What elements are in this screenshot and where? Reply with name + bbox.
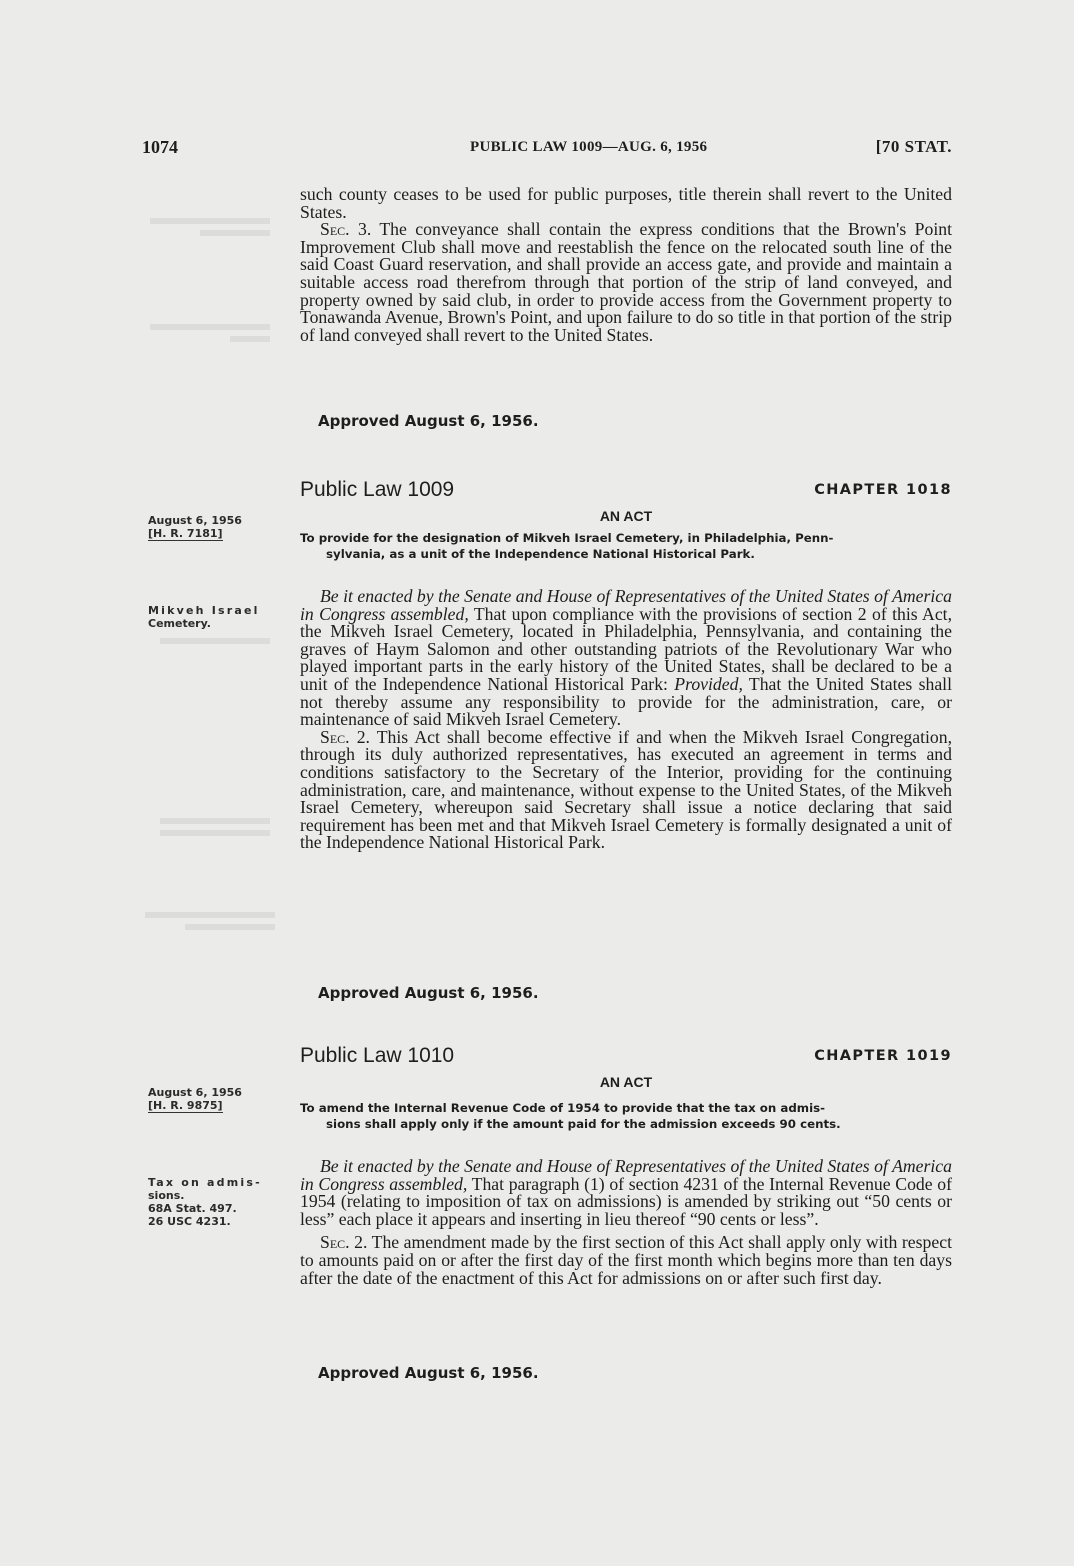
bleed-through-mark — [140, 632, 280, 672]
margin-topic-line: Tax on admis- — [148, 1176, 262, 1189]
margin-citation — [148, 514, 284, 541]
continued-section — [300, 186, 952, 344]
margin-citation — [148, 1086, 284, 1113]
enacting-clause: Be it enacted by the Senate and House of Representatives of the United States of America in Congress assembled, — [300, 1156, 952, 1194]
margin-topic — [148, 604, 284, 630]
chapter-label: CHAPTER 1019 — [814, 1048, 952, 1064]
act-title-line: sions shall apply only if the amount paid for the admission exceeds 90 cents. — [326, 1117, 841, 1131]
an-act-heading: AN ACT — [599, 508, 653, 524]
margin-date: August 6, 1956 — [148, 1086, 242, 1099]
continued-paragraph: such county ceases to be used for public purposes, title therein shall revert to the United States. — [300, 184, 952, 222]
approval-line: Approved August 6, 1956. — [318, 984, 539, 1002]
section-1 — [300, 1158, 952, 1228]
act-title-line: sylvania, as a unit of the Independence National Historical Park. — [326, 547, 755, 561]
margin-bill: [H. R. 9875] — [148, 1099, 223, 1112]
page-number: 1074 — [142, 137, 178, 157]
margin-topic-line: Cemetery. — [148, 617, 211, 630]
margin-topic-line: sions. — [148, 1189, 185, 1202]
act-title — [300, 530, 952, 562]
section-text: The amendment made by the first section of this Act shall apply only with respect to amounts paid on or after the first day of the first month which begins more than ten days after the date of the enactment of this Act for admissions on or after such first day. — [300, 1232, 952, 1288]
bleed-through-mark — [140, 906, 280, 946]
law-1010-body — [300, 1158, 952, 1287]
section-text: This Act shall become effective if and when the Mikveh Israel Congregation, through its duly authorized representatives, has executed an agreement in terms and conditions satisfactory to the Secretary of the Interior, providing for the continuing administration, care, and maintenance, without expense to the United States, of the Mikveh Israel Cemetery, whereupon said Secretary shall issue a notice declaring that said requirement has been met and that Mikveh Israel Cemetery is formally designated a unit of the Independence National Historical Park. — [300, 726, 953, 853]
bleed-through-mark — [140, 812, 280, 852]
bleed-through-mark — [140, 212, 280, 252]
section-text: The conveyance shall contain the express conditions that the Brown's Point Improvement Club shall move and reestablish the fence on the relocated south line of the said Coast Guard reservation, and shall provide an access gate, and provide and maintain a suitable access road therefrom through that portion of the strip of land conveyed, and property owned by said club, in order to provide access from the Government property to Tonawanda Avenue, Brown's Point, and upon failure to do so title in that portion of the strip of land conveyed shall revert to the United States. — [300, 219, 952, 345]
margin-statute-ref: 68A Stat. 497. — [148, 1202, 237, 1215]
approval-line: Approved August 6, 1956. — [318, 412, 539, 430]
chapter-label: CHAPTER 1018 — [814, 482, 952, 498]
section-text: That upon compliance with the provisions of section 2 of this Act, the Mikveh Israel Cemetery, located in Philadelphia, Pennsylvania, and containing the graves of Haym Salomon and other outstanding patriots of the Revolutionary War who played important parts in the early history of the United States, shall be declared to be a unit of the Independence National Historical Park: — [300, 603, 952, 694]
section-3 — [300, 221, 952, 344]
proviso-label: Provided, — [674, 673, 743, 694]
section-2 — [300, 726, 953, 853]
volume-label: [70 STAT. — [875, 137, 952, 156]
an-act-heading: AN ACT — [599, 1074, 653, 1090]
section-label: Sec. 2. — [320, 1232, 368, 1253]
act-title-line: To amend the Internal Revenue Code of 1954 to provide that the tax on admis- — [300, 1101, 826, 1115]
section-2 — [300, 1234, 952, 1287]
section-text: That the United States shall not thereby assume any responsibility to provide for the administration, care, or maintenance of said Mikveh Israel Cemetery. — [300, 673, 952, 730]
page-header — [142, 137, 952, 161]
law-1009-body — [300, 588, 952, 852]
margin-code-ref: 26 USC 4231. — [148, 1215, 231, 1228]
act-title — [300, 1100, 952, 1132]
section-text: That paragraph (1) of section 4231 of the Internal Revenue Code of 1954 (relating to imposition of tax on admissions) is amended by striking out “50 cents or less” each place it appears and inserting in lieu thereof “90 cents or less”. — [300, 1173, 952, 1229]
enacting-clause: Be it enacted by the Senate and House of Representatives of the United States of America in Congress assembled, — [300, 586, 952, 624]
section-label: Sec. 2. — [320, 726, 370, 747]
public-law-label: Public Law 1009 — [300, 478, 455, 501]
running-head: PUBLIC LAW 1009—AUG. 6, 1956 — [470, 139, 708, 155]
approval-line: Approved August 6, 1956. — [318, 1364, 539, 1382]
margin-topic-line: Mikveh Israel — [148, 604, 260, 617]
act-title-line: To provide for the designation of Mikveh Israel Cemetery, in Philadelphia, Penn- — [300, 531, 834, 545]
public-law-label: Public Law 1010 — [300, 1044, 455, 1067]
section-1 — [300, 588, 952, 729]
margin-bill: [H. R. 7181] — [148, 527, 223, 540]
margin-topic — [148, 1176, 284, 1228]
bleed-through-mark — [140, 318, 280, 358]
margin-date: August 6, 1956 — [148, 514, 242, 527]
section-label: Sec. 3. — [320, 219, 372, 240]
